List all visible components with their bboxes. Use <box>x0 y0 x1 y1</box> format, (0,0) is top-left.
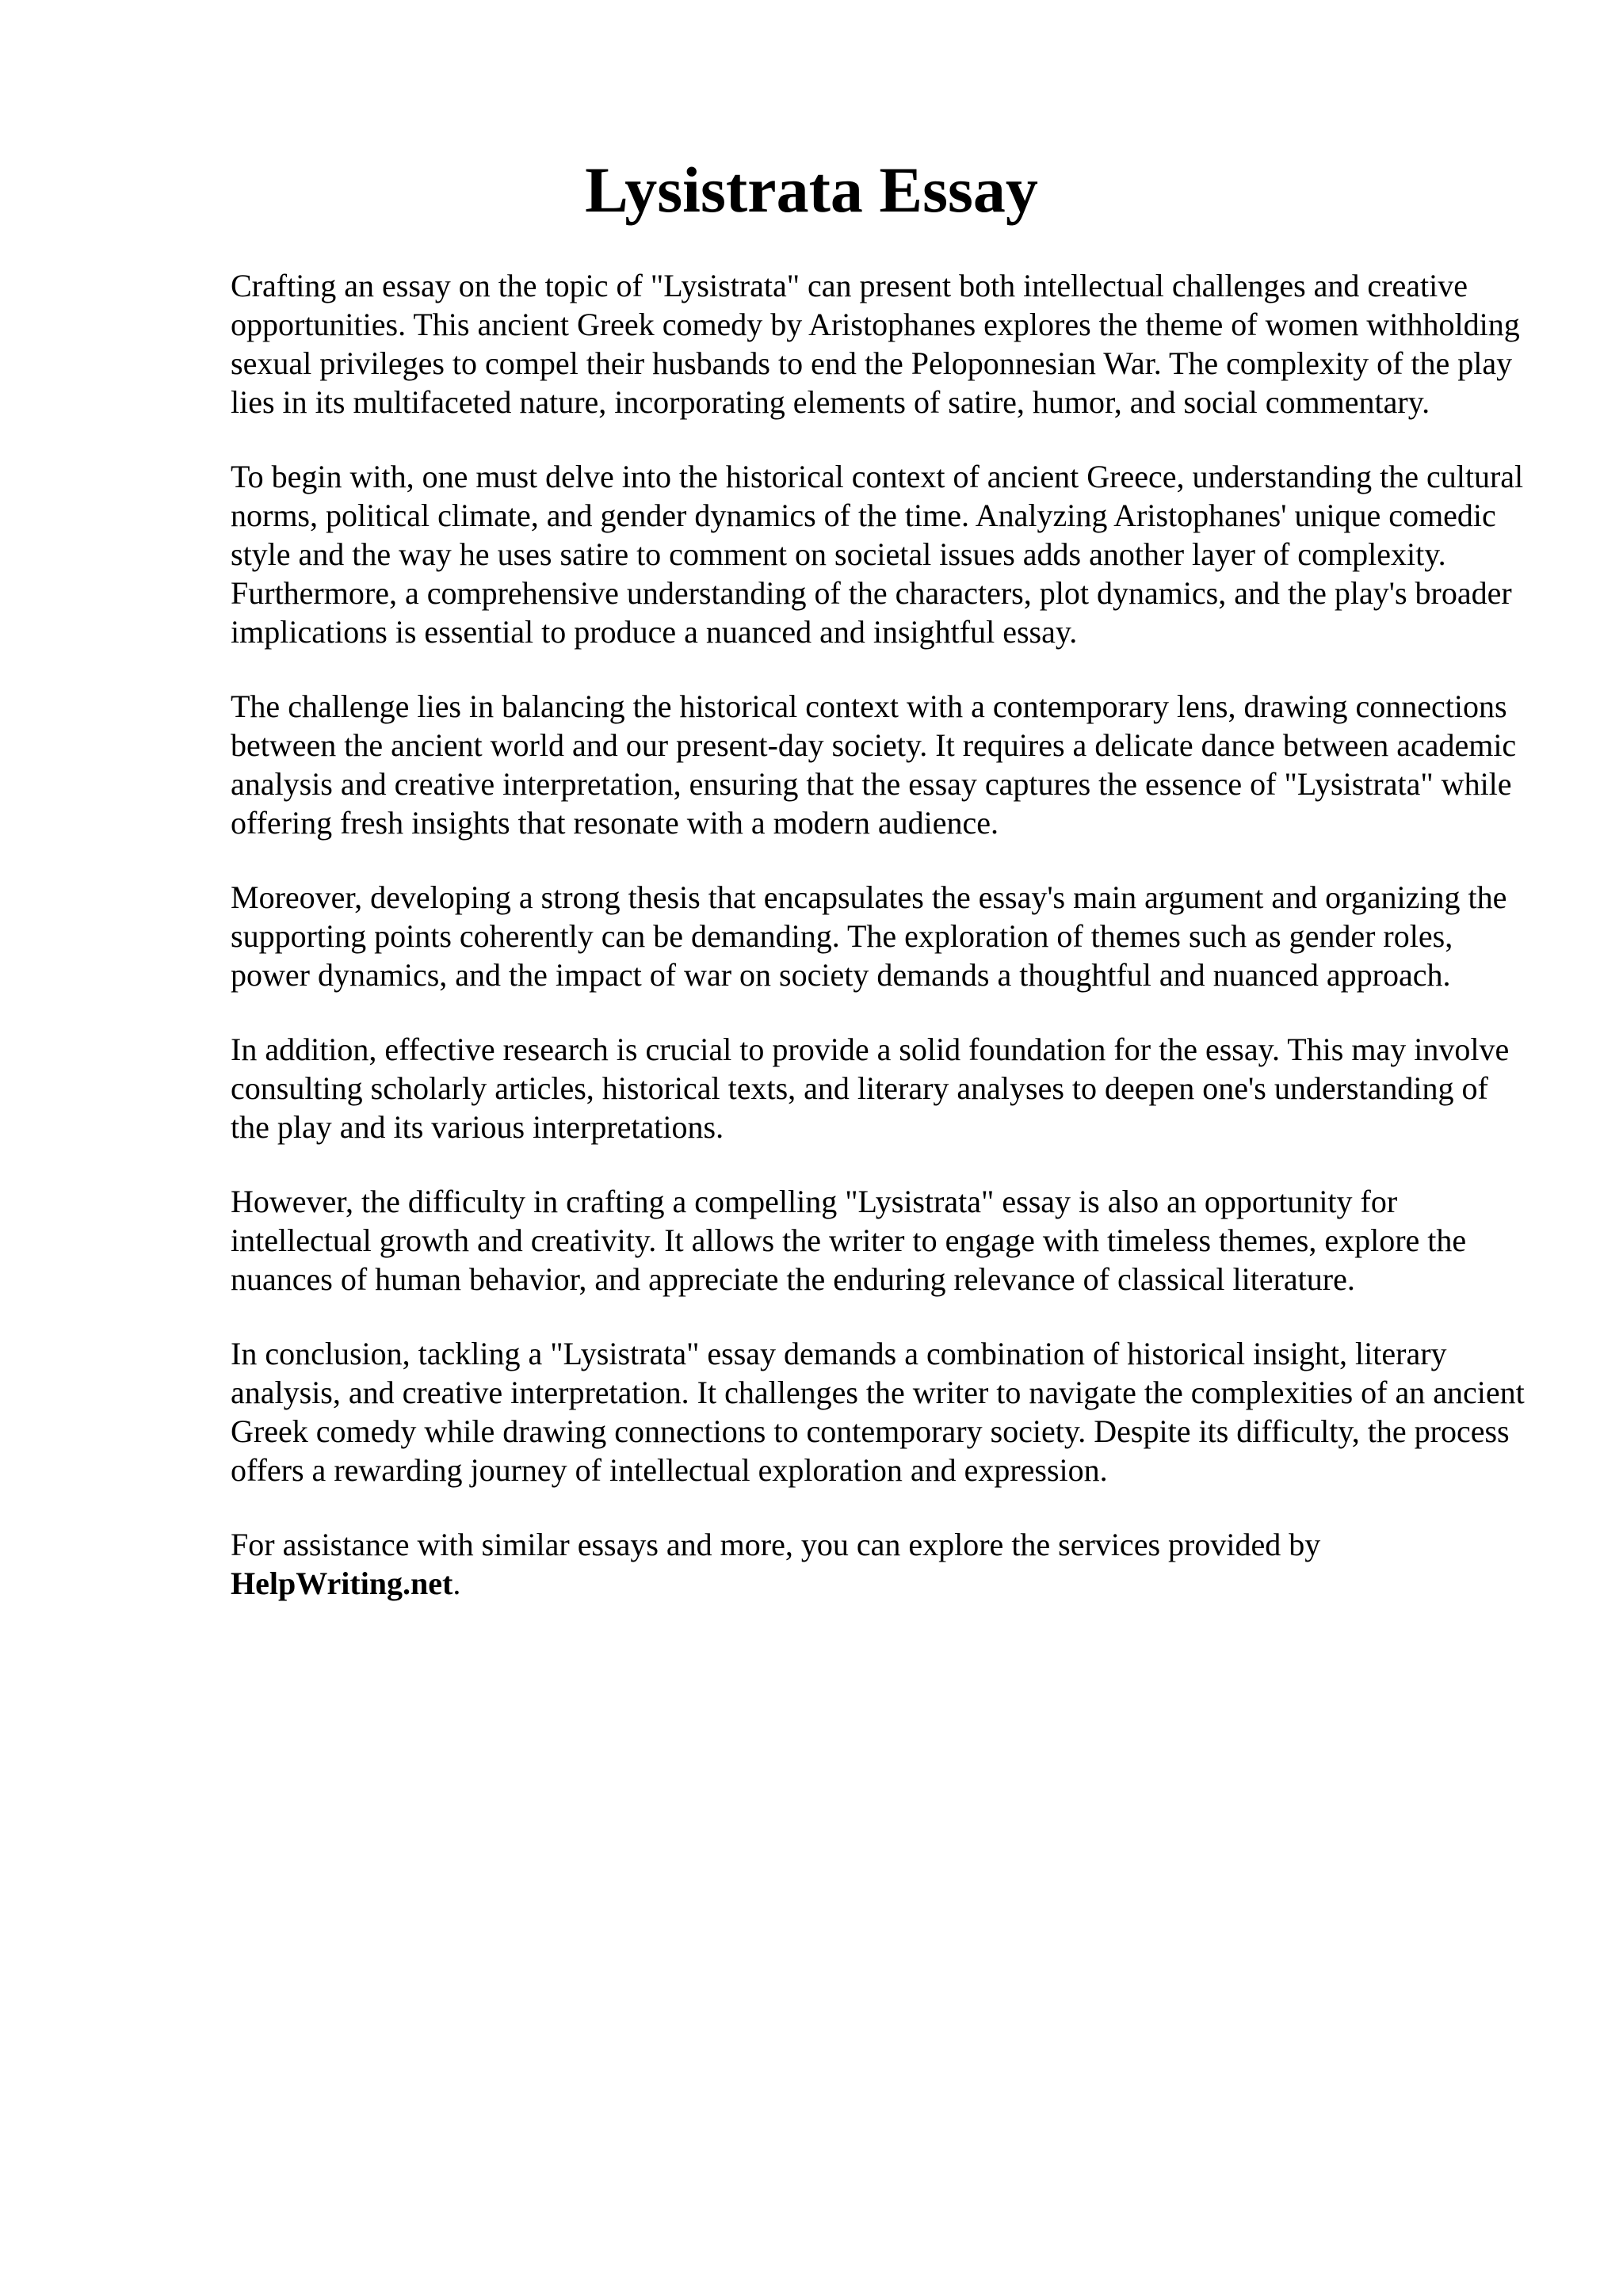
paragraph-4: Moreover, developing a strong thesis that encapsulates the essay's main argument and organizing the supporting points coherently can be demanding. The exploration of themes such as gender roles, power dynamics, and the impact of war on society demands a thoughtful and nuanced approach. <box>231 879 1507 993</box>
helpwriting-link[interactable]: HelpWriting.net <box>231 1566 453 1601</box>
closing-paragraph <box>231 1525 1530 1603</box>
paragraph-3: The challenge lies in balancing the historical context with a contemporary lens, drawing connections between the ancient world and our present-day society. It requires a delicate dance between academic analysis and creative interpretation, ensuring that the essay captures the essence of "Lysistrata" while offering fresh insights that resonate with a modern audience. <box>231 688 1517 841</box>
paragraph-7: In conclusion, tackling a "Lysistrata" essay demands a combination of historical insight, literary analysis, and creative interpretation. It challenges the writer to navigate the complexities of an ancient Greek comedy while drawing connections to contemporary society. Despite its difficulty, the process offers a rewarding journey of intellectual exploration and expression. <box>231 1336 1525 1488</box>
paragraph-6: However, the difficulty in crafting a compelling "Lysistrata" essay is also an opportunity for intellectual growth and creativity. It allows the writer to engage with timeless themes, explore the nuances of human behavior, and appreciate the enduring relevance of classical literature. <box>231 1184 1467 1297</box>
closing-text: For assistance with similar essays and more, you can explore the services provided by <box>231 1527 1321 1562</box>
paragraph-2: To begin with, one must delve into the historical context of ancient Greece, understanding the cultural norms, political climate, and gender dynamics of the time. Analyzing Aristophanes' unique comedic style and the way he uses satire to comment on societal issues adds another layer of complexity. Furthermore, a comprehensive understanding of the characters, plot dynamics, and the play's broader implications is essential to produce a nuanced and insightful essay. <box>231 459 1524 650</box>
closing-period: . <box>453 1566 461 1601</box>
paragraph-1: Crafting an essay on the topic of "Lysistrata" can present both intellectual challenges and creative opportunities. This ancient Greek comedy by Aristophanes explores the theme of women withholding sexual privileges to compel their husbands to end the Peloponnesian War. The complexity of the play lies in its multifaceted nature, incorporating elements of satire, humor, and social commentary. <box>231 268 1520 420</box>
paragraph-5: In addition, effective research is crucial to provide a solid foundation for the essay. This may involve consulting scholarly articles, historical texts, and literary analyses to deepen one's understanding of the play and its various interpretations. <box>231 1032 1510 1145</box>
essay-body <box>231 266 1530 1603</box>
page-title: Lysistrata Essay <box>585 154 1038 226</box>
